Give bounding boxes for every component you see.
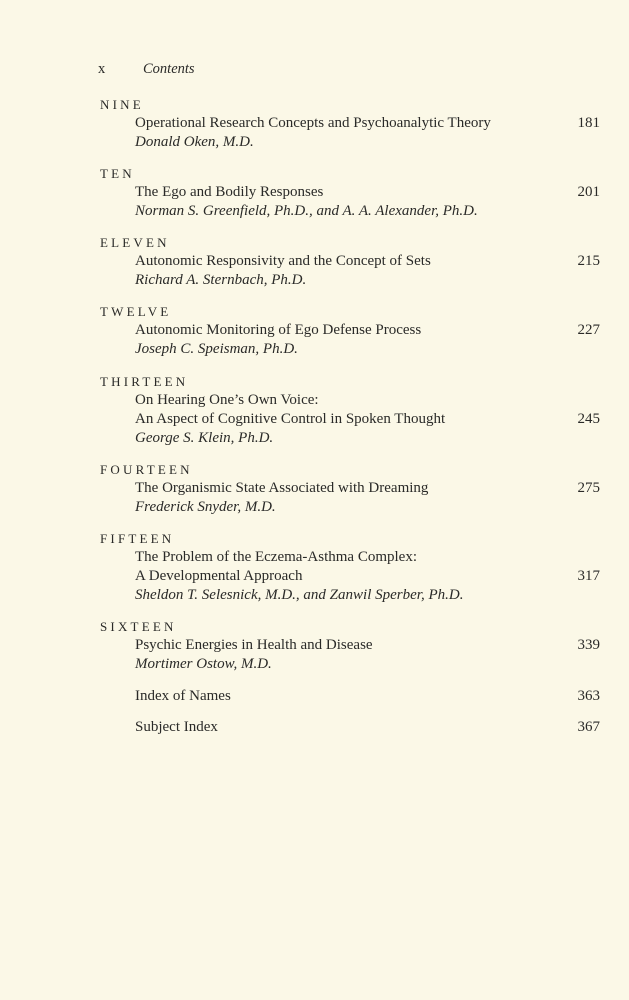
toc-entry-thirteen — [100, 374, 600, 448]
page-number: 275 — [577, 480, 600, 496]
chapter-author: Mortimer Ostow, M.D. — [135, 656, 272, 672]
page-number: 245 — [577, 411, 600, 427]
index-title: Index of Names — [135, 688, 231, 704]
toc-entry-ten — [100, 166, 600, 221]
chapter-title[interactable] — [135, 252, 600, 271]
chapter-author: Richard A. Sternbach, Ph.D. — [135, 272, 307, 288]
chapter-author: George S. Klein, Ph.D. — [135, 430, 274, 446]
chapter-author: Donald Oken, M.D. — [135, 134, 254, 150]
chapter-author: Sheldon T. Selesnick, M.D., and Zanwil Sperber, Ph.D. — [135, 587, 464, 603]
toc-entry-twelve — [100, 304, 600, 359]
toc-entry-sixteen — [100, 619, 600, 674]
page-number: 317 — [577, 568, 600, 584]
toc-index-of-names[interactable] — [135, 687, 600, 706]
toc-entry-fifteen — [100, 531, 600, 605]
page-number: 227 — [577, 322, 600, 338]
chapter-title-text: An Aspect of Cognitive Control in Spoken Thought — [135, 411, 446, 427]
chapter-title[interactable] — [135, 114, 600, 133]
chapter-title[interactable] — [135, 636, 600, 655]
chapter-title[interactable] — [135, 479, 600, 498]
chapter-title-text: A Developmental Approach — [135, 568, 303, 584]
toc-subject-index[interactable] — [135, 718, 600, 737]
page-folio: x — [98, 61, 106, 77]
toc-entry-eleven — [100, 235, 600, 290]
chapter-label: TEN — [100, 166, 135, 181]
page-number: 339 — [577, 637, 600, 653]
chapter-title[interactable] — [135, 183, 600, 202]
chapter-title-text: Autonomic Responsivity and the Concept of Sets — [135, 253, 431, 269]
index-title: Subject Index — [135, 719, 218, 735]
chapter-author: Frederick Snyder, M.D. — [135, 499, 276, 515]
page-number: 367 — [577, 719, 600, 735]
chapter-label: FIFTEEN — [100, 531, 175, 546]
chapter-title-text: The Organismic State Associated with Dreaming — [135, 480, 429, 496]
chapter-title-line-2[interactable] — [135, 410, 600, 429]
page-number: 181 — [577, 115, 600, 131]
chapter-title[interactable] — [135, 321, 600, 340]
chapter-label: ELEVEN — [100, 235, 170, 250]
running-head-title: Contents — [143, 61, 195, 77]
chapter-label: FOURTEEN — [100, 462, 193, 477]
chapter-author: Joseph C. Speisman, Ph.D. — [135, 341, 298, 357]
chapter-label: THIRTEEN — [100, 374, 189, 389]
chapter-title-text: The Ego and Bodily Responses — [135, 184, 324, 200]
chapter-label: TWELVE — [100, 304, 172, 319]
chapter-label: SIXTEEN — [100, 619, 177, 634]
chapter-title-text: The Problem of the Eczema-Asthma Complex: — [135, 549, 418, 565]
toc-entry-fourteen — [100, 462, 600, 517]
chapter-title-text: Psychic Energies in Health and Disease — [135, 637, 373, 653]
page-number: 201 — [577, 184, 600, 200]
chapter-title-text: Operational Research Concepts and Psychoanalytic Theory — [135, 115, 491, 131]
page-number: 215 — [577, 253, 600, 269]
running-head — [98, 60, 195, 78]
chapter-title-line-2[interactable] — [135, 567, 600, 586]
chapter-title-line-1[interactable] — [135, 548, 600, 567]
chapter-title-line-1[interactable] — [135, 391, 600, 410]
chapter-title-text: Autonomic Monitoring of Ego Defense Process — [135, 322, 422, 338]
chapter-author: Norman S. Greenfield, Ph.D., and A. A. Alexander, Ph.D. — [135, 203, 478, 219]
toc-entry-nine — [100, 97, 600, 152]
page-number: 363 — [577, 688, 600, 704]
chapter-title-text: On Hearing One’s Own Voice: — [135, 392, 319, 408]
chapter-label: NINE — [100, 97, 144, 112]
